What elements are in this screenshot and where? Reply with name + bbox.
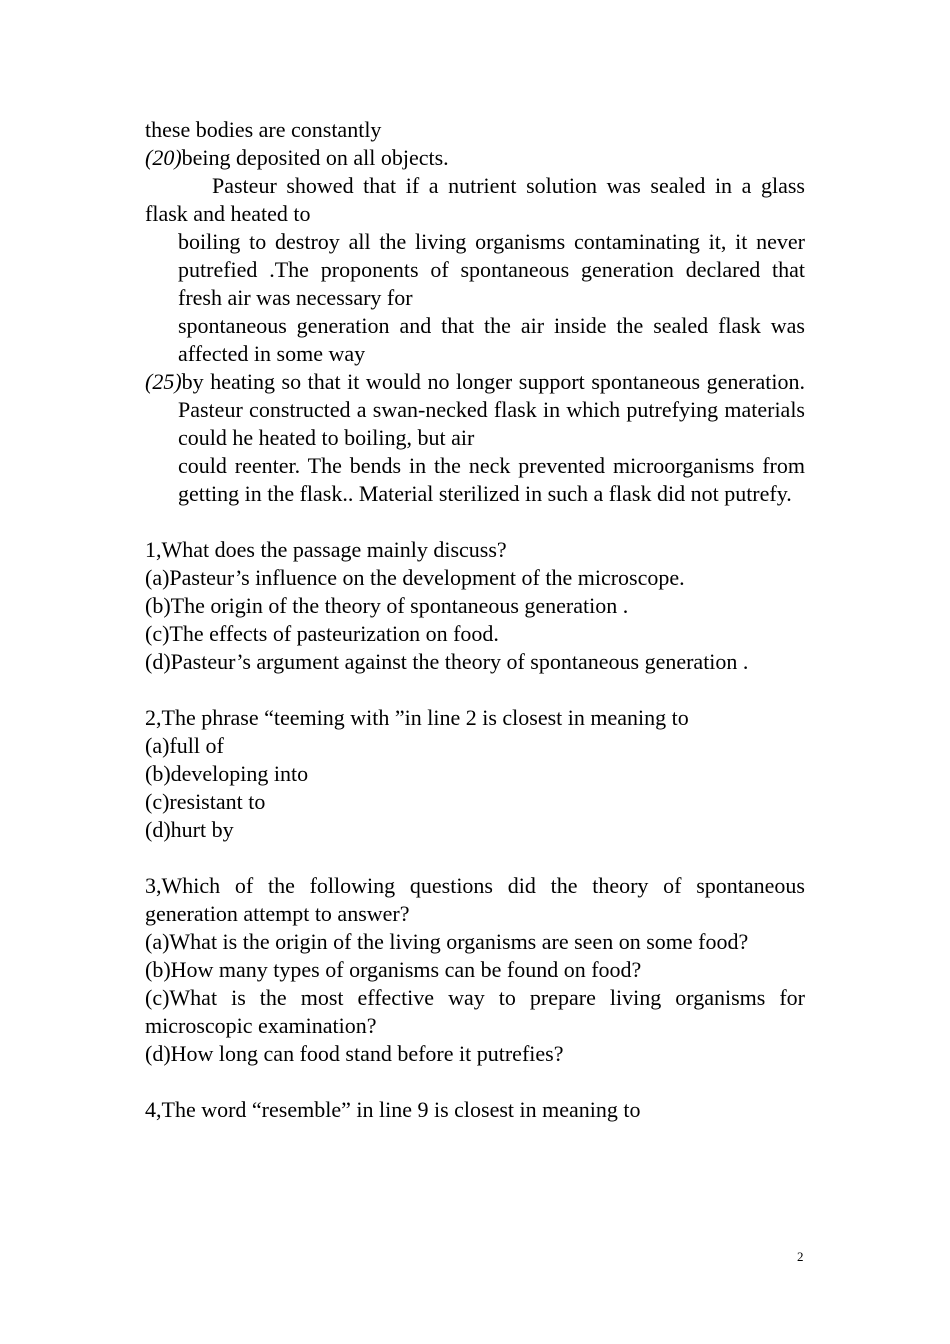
page-number: 2 <box>797 1249 804 1264</box>
answer-option: (a)Pasteur’s influence on the development of the microscope. <box>145 565 685 590</box>
spacer <box>145 844 805 872</box>
line-number: (25) <box>145 369 182 394</box>
passage-text: by heating so that it would no longer support spontaneous generation. Pasteur constructed a swan-necked flask in which putrefying materials could he heated to boiling, but air <box>178 369 805 450</box>
question-stem: 4,The word “resemble” in line 9 is closest in meaning to <box>145 1097 641 1122</box>
answer-option: (c)The effects of pasteurization on food. <box>145 621 499 646</box>
answer-option: (d)Pasteur’s argument against the theory of spontaneous generation . <box>145 649 749 674</box>
answer-option: (d)hurt by <box>145 817 234 842</box>
question-stem: 3,Which of the following questions did the theory of spontaneous generation attempt to answer? <box>145 873 805 926</box>
answer-option: (c)resistant to <box>145 789 266 814</box>
answer-option: (b)The origin of the theory of spontaneous generation . <box>145 593 629 618</box>
line-number: (20) <box>145 145 182 170</box>
question-stem: 1,What does the passage mainly discuss? <box>145 537 507 562</box>
passage-paragraph: boiling to destroy all the living organisms contaminating it, it never putrefied .The proponents of spontaneous generation declared that fresh air was necessary for <box>178 229 805 310</box>
spacer <box>145 676 805 704</box>
spacer <box>145 508 805 536</box>
passage-paragraph <box>145 368 805 452</box>
answer-option: (b)developing into <box>145 761 309 786</box>
answer-option: (c)What is the most effective way to prepare living organisms for microscopic examination? <box>145 985 805 1038</box>
passage-line <box>145 144 805 172</box>
answer-option: (d)How long can food stand before it putrefies? <box>145 1041 564 1066</box>
passage-paragraph: could reenter. The bends in the neck prevented microorganisms from getting in the flask.. Material sterilized in such a flask did not putrefy. <box>178 453 805 506</box>
answer-option: (a)full of <box>145 733 224 758</box>
spacer <box>145 1068 805 1096</box>
passage-line: these bodies are constantly <box>145 117 382 142</box>
page-content <box>145 116 805 1124</box>
answer-option: (b)How many types of organisms can be found on food? <box>145 957 642 982</box>
passage-paragraph: spontaneous generation and that the air inside the sealed flask was affected in some way <box>178 313 805 366</box>
answer-option: (a)What is the origin of the living organisms are seen on some food? <box>145 929 749 954</box>
passage-paragraph: Pasteur showed that if a nutrient solution was sealed in a glass flask and heated to <box>145 173 805 226</box>
question-stem: 2,The phrase “teeming with ”in line 2 is closest in meaning to <box>145 705 689 730</box>
passage-text: being deposited on all objects. <box>181 145 449 170</box>
